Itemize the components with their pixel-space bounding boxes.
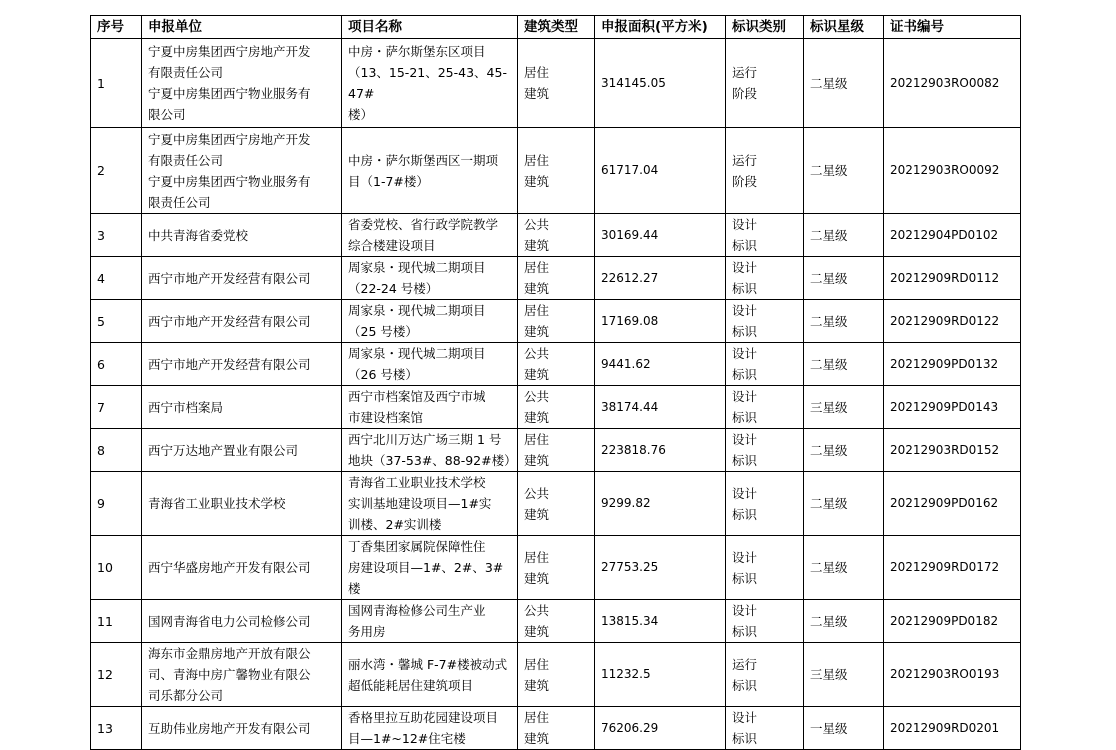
cell-type: 居住 建筑: [518, 707, 595, 750]
cell-type: 公共 建筑: [518, 343, 595, 386]
header-row: [91, 16, 1021, 39]
cell-area: 76206.29: [595, 707, 726, 750]
table-row: [91, 343, 1021, 386]
cell-project: 香格里拉互助花园建设项目 目—1#~12#住宅楼: [342, 707, 518, 750]
cell-unit: 西宁万达地产置业有限公司: [142, 429, 342, 472]
cell-area: 17169.08: [595, 300, 726, 343]
cell-cert: 20212909PD0182: [884, 600, 1021, 643]
cell-project: 丽水湾・馨城 F-7#楼被动式 超低能耗居住建筑项目: [342, 643, 518, 707]
cell-unit: 青海省工业职业技术学校: [142, 472, 342, 536]
header-cert: 证书编号: [884, 16, 1021, 39]
cell-unit: 中共青海省委党校: [142, 214, 342, 257]
cell-area: 11232.5: [595, 643, 726, 707]
header-unit: 申报单位: [142, 16, 342, 39]
cell-area: 223818.76: [595, 429, 726, 472]
cell-star: 二星级: [804, 343, 884, 386]
cell-type: 居住 建筑: [518, 300, 595, 343]
cell-cert: 20212909RD0112: [884, 257, 1021, 300]
cell-star: 三星级: [804, 386, 884, 429]
cell-unit: 海东市金鼎房地产开放有限公 司、青海中房广馨物业有限公 司乐都分公司: [142, 643, 342, 707]
cell-area: 22612.27: [595, 257, 726, 300]
cell-star: 三星级: [804, 643, 884, 707]
cell-cert: 20212904PD0102: [884, 214, 1021, 257]
cell-area: 30169.44: [595, 214, 726, 257]
cell-no: 4: [91, 257, 142, 300]
cell-unit: 西宁市档案局: [142, 386, 342, 429]
table-row: [91, 472, 1021, 536]
cell-category: 设计 标识: [726, 214, 804, 257]
cell-star: 二星级: [804, 472, 884, 536]
cell-project: 西宁市档案馆及西宁市城 市建设档案馆: [342, 386, 518, 429]
cell-type: 居住 建筑: [518, 429, 595, 472]
table-row: [91, 429, 1021, 472]
cell-no: 10: [91, 536, 142, 600]
cell-project: 中房・萨尔斯堡西区一期项 目（1-7#楼）: [342, 128, 518, 214]
header-star: 标识星级: [804, 16, 884, 39]
cell-project: 青海省工业职业技术学校 实训基地建设项目—1#实 训楼、2#实训楼: [342, 472, 518, 536]
cell-category: 设计 标识: [726, 343, 804, 386]
cell-area: 27753.25: [595, 536, 726, 600]
cell-no: 1: [91, 39, 142, 128]
cell-no: 9: [91, 472, 142, 536]
cell-type: 公共 建筑: [518, 600, 595, 643]
table-row: [91, 536, 1021, 600]
cell-project: 周家泉・现代城二期项目 （22-24 号楼）: [342, 257, 518, 300]
cell-type: 公共 建筑: [518, 386, 595, 429]
table-row: [91, 600, 1021, 643]
cell-project: 周家泉・现代城二期项目 （26 号楼）: [342, 343, 518, 386]
cell-cert: 20212909RD0201: [884, 707, 1021, 750]
table-row: [91, 128, 1021, 214]
cell-project: 西宁北川万达广场三期 1 号 地块（37-53#、88-92#楼）: [342, 429, 518, 472]
cell-unit: 西宁市地产开发经营有限公司: [142, 300, 342, 343]
cell-star: 二星级: [804, 214, 884, 257]
cell-star: 二星级: [804, 429, 884, 472]
cell-unit: 宁夏中房集团西宁房地产开发 有限责任公司 宁夏中房集团西宁物业服务有 限公司: [142, 39, 342, 128]
cell-type: 居住 建筑: [518, 39, 595, 128]
cell-type: 公共 建筑: [518, 472, 595, 536]
cell-no: 6: [91, 343, 142, 386]
header-category: 标识类别: [726, 16, 804, 39]
cell-category: 运行 阶段: [726, 128, 804, 214]
cell-star: 二星级: [804, 300, 884, 343]
cell-cert: 20212909PD0162: [884, 472, 1021, 536]
cell-project: 省委党校、省行政学院教学 综合楼建设项目: [342, 214, 518, 257]
table-row: [91, 707, 1021, 750]
cell-no: 8: [91, 429, 142, 472]
cell-no: 3: [91, 214, 142, 257]
cell-type: 居住 建筑: [518, 643, 595, 707]
cell-area: 13815.34: [595, 600, 726, 643]
table-row: [91, 643, 1021, 707]
header-type: 建筑类型: [518, 16, 595, 39]
table-row: [91, 39, 1021, 128]
cell-unit: 西宁市地产开发经营有限公司: [142, 343, 342, 386]
cell-no: 7: [91, 386, 142, 429]
cell-cert: 20212903RO0092: [884, 128, 1021, 214]
certification-table: [90, 15, 1021, 750]
cell-category: 设计 标识: [726, 707, 804, 750]
cell-area: 314145.05: [595, 39, 726, 128]
cell-unit: 宁夏中房集团西宁房地产开发 有限责任公司 宁夏中房集团西宁物业服务有 限责任公司: [142, 128, 342, 214]
cell-no: 5: [91, 300, 142, 343]
header-project: 项目名称: [342, 16, 518, 39]
cell-category: 设计 标识: [726, 386, 804, 429]
cell-unit: 互助伟业房地产开发有限公司: [142, 707, 342, 750]
cell-project: 周家泉・现代城二期项目 （25 号楼）: [342, 300, 518, 343]
cell-cert: 20212909RD0122: [884, 300, 1021, 343]
cell-project: 中房・萨尔斯堡东区项目 （13、15-21、25-43、45-47# 楼）: [342, 39, 518, 128]
cell-unit: 西宁市地产开发经营有限公司: [142, 257, 342, 300]
cell-cert: 20212903RO0082: [884, 39, 1021, 128]
cell-cert: 20212903RD0152: [884, 429, 1021, 472]
cell-category: 设计 标识: [726, 600, 804, 643]
cell-star: 二星级: [804, 39, 884, 128]
table-row: [91, 214, 1021, 257]
cell-cert: 20212903RO0193: [884, 643, 1021, 707]
cell-area: 61717.04: [595, 128, 726, 214]
cell-type: 居住 建筑: [518, 128, 595, 214]
cell-star: 二星级: [804, 600, 884, 643]
table-row: [91, 300, 1021, 343]
cell-project: 丁香集团家属院保障性住 房建设项目—1#、2#、3#楼: [342, 536, 518, 600]
cell-no: 11: [91, 600, 142, 643]
cell-category: 设计 标识: [726, 536, 804, 600]
cell-cert: 20212909RD0172: [884, 536, 1021, 600]
cell-area: 9299.82: [595, 472, 726, 536]
cell-no: 2: [91, 128, 142, 214]
cell-category: 设计 标识: [726, 257, 804, 300]
table-row: [91, 386, 1021, 429]
cell-project: 国网青海检修公司生产业 务用房: [342, 600, 518, 643]
cell-type: 居住 建筑: [518, 257, 595, 300]
cell-category: 运行 阶段: [726, 39, 804, 128]
cell-cert: 20212909PD0132: [884, 343, 1021, 386]
cell-category: 设计 标识: [726, 429, 804, 472]
cell-unit: 国网青海省电力公司检修公司: [142, 600, 342, 643]
cell-no: 13: [91, 707, 142, 750]
header-no: 序号: [91, 16, 142, 39]
cell-category: 设计 标识: [726, 472, 804, 536]
cell-star: 二星级: [804, 257, 884, 300]
cell-star: 一星级: [804, 707, 884, 750]
cell-type: 公共 建筑: [518, 214, 595, 257]
cell-category: 运行 标识: [726, 643, 804, 707]
table-row: [91, 257, 1021, 300]
cell-no: 12: [91, 643, 142, 707]
cell-category: 设计 标识: [726, 300, 804, 343]
cell-area: 38174.44: [595, 386, 726, 429]
cell-star: 二星级: [804, 536, 884, 600]
cell-unit: 西宁华盛房地产开发有限公司: [142, 536, 342, 600]
header-area: 申报面积(平方米): [595, 16, 726, 39]
cell-area: 9441.62: [595, 343, 726, 386]
cell-star: 二星级: [804, 128, 884, 214]
cell-cert: 20212909PD0143: [884, 386, 1021, 429]
cell-type: 居住 建筑: [518, 536, 595, 600]
